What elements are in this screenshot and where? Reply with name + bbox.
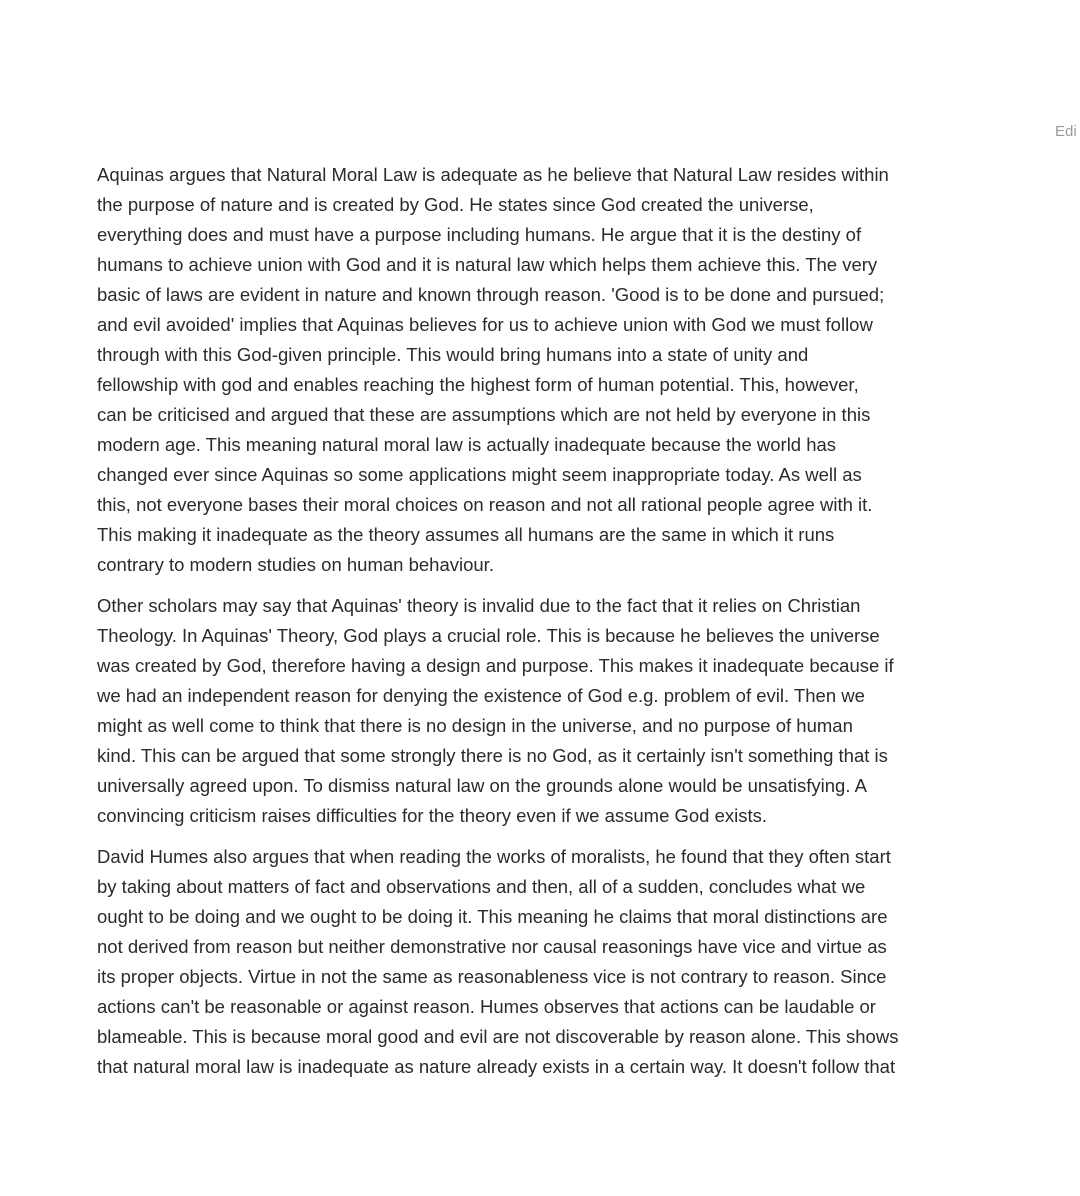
text-line: was created by God, therefore having a design and purpose. This makes it inadequate because if bbox=[97, 655, 894, 676]
document-body bbox=[97, 160, 987, 1093]
text-line: and evil avoided' implies that Aquinas believes for us to achieve union with God we must follow bbox=[97, 314, 873, 335]
text-line: its proper objects. Virtue in not the same as reasonableness vice is not contrary to reason. Since bbox=[97, 966, 887, 987]
text-line: Other scholars may say that Aquinas' theory is invalid due to the fact that it relies on Christian bbox=[97, 595, 861, 616]
paragraph-3 bbox=[97, 842, 987, 1082]
text-line: universally agreed upon. To dismiss natural law on the grounds alone would be unsatisfying. A bbox=[97, 775, 867, 796]
paragraph-2 bbox=[97, 591, 987, 831]
text-line: fellowship with god and enables reaching the highest form of human potential. This, however, bbox=[97, 374, 859, 395]
text-line: Theology. In Aquinas' Theory, God plays a crucial role. This is because he believes the universe bbox=[97, 625, 880, 646]
text-line: by taking about matters of fact and observations and then, all of a sudden, concludes what we bbox=[97, 876, 866, 897]
text-line: blameable. This is because moral good and evil are not discoverable by reason alone. This shows bbox=[97, 1026, 899, 1047]
text-line: that natural moral law is inadequate as nature already exists in a certain way. It doesn't follow that bbox=[97, 1056, 896, 1077]
text-line: can be criticised and argued that these are assumptions which are not held by everyone in this bbox=[97, 404, 871, 425]
text-line: everything does and must have a purpose including humans. He argue that it is the destiny of bbox=[97, 224, 862, 245]
text-line: actions can't be reasonable or against reason. Humes observes that actions can be laudable or bbox=[97, 996, 876, 1017]
text-line: This making it inadequate as the theory assumes all humans are the same in which it runs bbox=[97, 524, 835, 545]
paragraph-1 bbox=[97, 160, 987, 580]
text-line: Aquinas argues that Natural Moral Law is adequate as he believe that Natural Law resides within bbox=[97, 164, 889, 185]
text-line: through with this God-given principle. This would bring humans into a state of unity and bbox=[97, 344, 809, 365]
text-line: basic of laws are evident in nature and known through reason. 'Good is to be done and pursued; bbox=[97, 284, 885, 305]
text-line: might as well come to think that there is no design in the universe, and no purpose of human bbox=[97, 715, 853, 736]
text-line: contrary to modern studies on human behaviour. bbox=[97, 554, 494, 575]
text-line: changed ever since Aquinas so some applications might seem inappropriate today. As well as bbox=[97, 464, 862, 485]
text-line: David Humes also argues that when reading the works of moralists, he found that they often start bbox=[97, 846, 891, 867]
text-line: we had an independent reason for denying the existence of God e.g. problem of evil. Then we bbox=[97, 685, 865, 706]
text-line: ought to be doing and we ought to be doing it. This meaning he claims that moral distinctions are bbox=[97, 906, 888, 927]
text-line: kind. This can be argued that some strongly there is no God, as it certainly isn't something that is bbox=[97, 745, 888, 766]
text-line: modern age. This meaning natural moral law is actually inadequate because the world has bbox=[97, 434, 837, 455]
text-line: the purpose of nature and is created by God. He states since God created the universe, bbox=[97, 194, 814, 215]
text-line: this, not everyone bases their moral choices on reason and not all rational people agree with it. bbox=[97, 494, 873, 515]
text-line: convincing criticism raises difficulties for the theory even if we assume God exists. bbox=[97, 805, 768, 826]
edit-link[interactable]: Edi bbox=[1055, 123, 1077, 140]
text-line: not derived from reason but neither demonstrative nor causal reasonings have vice and virtue as bbox=[97, 936, 887, 957]
text-line: humans to achieve union with God and it is natural law which helps them achieve this. The very bbox=[97, 254, 878, 275]
